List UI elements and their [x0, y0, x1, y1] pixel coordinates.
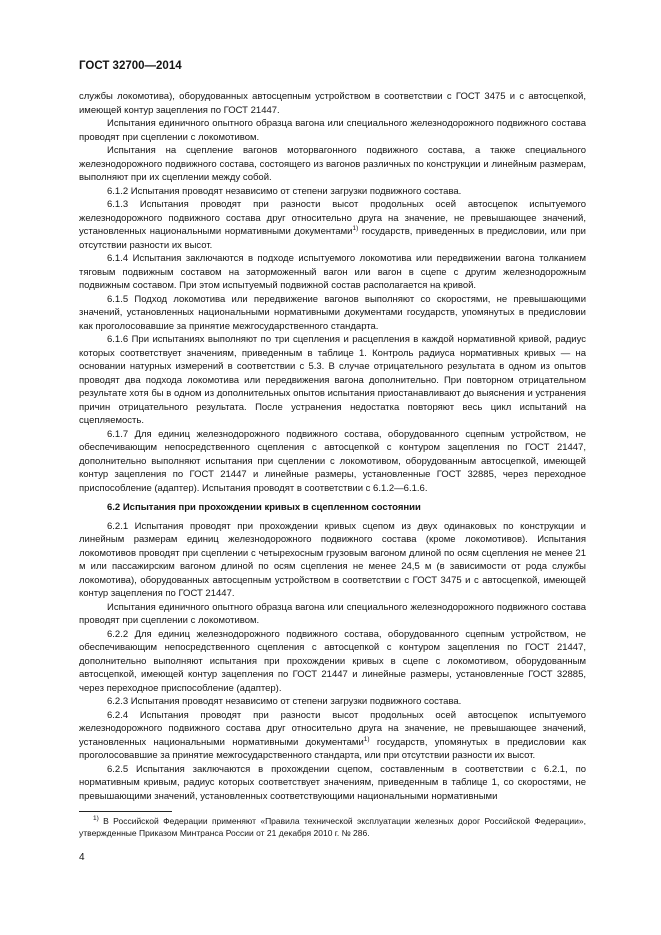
paragraph-text: государств, упомянутых в предисловии как проголосовавшие за принятие межгосударственного стандарта, или при отсутствии разности их высот. [79, 736, 586, 761]
paragraph: 6.1.7 Для единиц железнодорожного подвижного состава, оборудованного сцепным устройством, не обеспечивающим непосредственного сцепления с автосцепкой с контуром зацепления по ГОСТ 21447, дополнительно выполняют испытания при сцеплении с локомотивом, оборудованным автосцепкой, имеющей контур зацепления по ГОСТ 21447 и линейные размеры, установленные ГОСТ 32885, через переходное приспособление (адаптер). Испытания проводят в соответствии с 6.1.2—6.1.6. [79, 428, 586, 494]
paragraph: 6.1.2 Испытания проводят независимо от степени загрузки подвижного состава. [107, 185, 462, 197]
paragraph: Испытания на сцепление вагонов моторвагонного подвижного состава, а также специального железнодорожного подвижного состава, состоящего из вагонов различных по конструкции и линейным размерам, выполняют при их сцеплении между собой. [79, 145, 586, 183]
section-heading: 6.2 Испытания при прохождении кривых в сцепленном состоянии [107, 502, 421, 513]
footnote-separator [79, 811, 172, 812]
paragraph: 6.2.3 Испытания проводят независимо от степени загрузки подвижного состава. [107, 696, 462, 707]
paragraph-text: 6.2.4 Испытания проводят при разности высот продольных осей автосцепок испытуемого железнодорожного подвижного состава друг относительно друга на значение, не превышающее значений, установленных национальными нормативными документами [79, 709, 586, 748]
paragraph: 6.2.1 Испытания проводят при прохождении кривых сцепом из двух одинаковых по конструкции и линейным размерам единиц железнодорожного подвижного состава (кроме локомотивов). Испытания локомотивов проводят при сцеплении с четырехосным грузовым вагоном длиной по осям сцепления не менее 21 м или пассажирским вагоном длиной по осям сцепления не менее 24,5 м (в зависимости от рода службы локомотива), оборудованных автосцепным устройством в соответствии с ГОСТ 3475 и с автосцепкой, имеющей контур зацепления по ГОСТ 21447. [79, 520, 586, 599]
paragraph: службы локомотива), оборудованных автосцепным устройством в соответствии с ГОСТ 3475 и с автосцепкой, имеющей контур зацепления по ГОСТ 21447. [79, 91, 586, 116]
paragraph: 6.1.5 Подход локомотива или передвижение вагонов выполняют со скоростями, не превышающими значений, установленных национальными нормативными документами государств, упомянутых в предисловии как проголосовавшие за принятие межгосударственного стандарта. [79, 293, 586, 332]
footnote-text: В Российской Федерации применяют «Правила технической эксплуатации железных дорог Российской Федерации», утвержденные Приказом Минтранса России от 21 декабря 2010 г. № 286. [79, 816, 586, 838]
footnote-reference: 1) [363, 735, 370, 743]
paragraph: 6.1.6 При испытаниях выполняют по три сцепления и расцепления в каждой нормативной кривой, радиус которых соответствует значениям, приведенным в таблице 1. Контроль радиуса нормативных кривых — на основании натурных измерений в соответствии с 5.3. В случае отрицательного результата в одном из опытов проводят два подхода локомотива или передвижения вагона дополнительно. При повторном отрицательном результате хотя бы в одном из дополнительных опытов испытания приостанавливают до выяснения и устранения причин отрицательного результата. После устранения недостатка повторяют весь цикл испытаний на сцепляемость. [79, 334, 586, 426]
paragraph: 6.2.5 Испытания заключаются в прохождении сцепом, составленным в соответствии с 6.2.1, по нормативным кривым, радиус которых соответствует значениям, приведенным в таблице 1, со скоростями, не превышающими значений, установленных соответствующими национальными нормативными [79, 763, 586, 802]
footnote-reference: 1) [352, 224, 359, 232]
paragraph-text: государств, приведенных в предисловии, или при отсутствии разности их высот. [79, 226, 586, 251]
paragraph: Испытания единичного опытного образца вагона или специального железнодорожного подвижного состава проводят при сцеплении с локомотивом. [79, 601, 586, 626]
paragraph-6-2-4 [79, 709, 586, 763]
paragraph: Испытания единичного опытного образца вагона или специального железнодорожного подвижного состава проводят при сцеплении с локомотивом. [79, 118, 586, 143]
document-header-title: ГОСТ 32700—2014 [79, 60, 182, 72]
footnote-mark: 1) [93, 815, 99, 823]
paragraph-6-1-3 [79, 198, 586, 252]
document-body [79, 90, 586, 803]
page-number: 4 [79, 852, 85, 863]
paragraph: 6.1.4 Испытания заключаются в подходе испытуемого локомотива или передвижении вагона толканием тяговым подвижным составом на заторможенный вагон или вагон в сцепе с другим железнодорожным подвижным составом. При этом испытуемый подвижной состав располагается на кривой. [79, 253, 586, 291]
paragraph: 6.2.2 Для единиц железнодорожного подвижного состава, оборудованного сцепным устройством, не обеспечивающим непосредственного сцепления с автосцепкой с контуром зацепления по ГОСТ 21447, дополнительно выполняют испытания при прохождении кривых в сцепе с локомотивом, оборудованным автосцепкой, имеющей контур зацепления по ГОСТ 21447 и линейные размеры, установленные ГОСТ 32885, через переходное приспособление (адаптер). [79, 628, 586, 694]
paragraph-text: 6.1.3 Испытания проводят при разности высот продольных осей автосцепок испытуемого железнодорожного подвижного состава друг относительно друга на значение, не превышающее значений, установленных национальными нормативными документами [79, 199, 586, 237]
footnote [79, 815, 586, 839]
